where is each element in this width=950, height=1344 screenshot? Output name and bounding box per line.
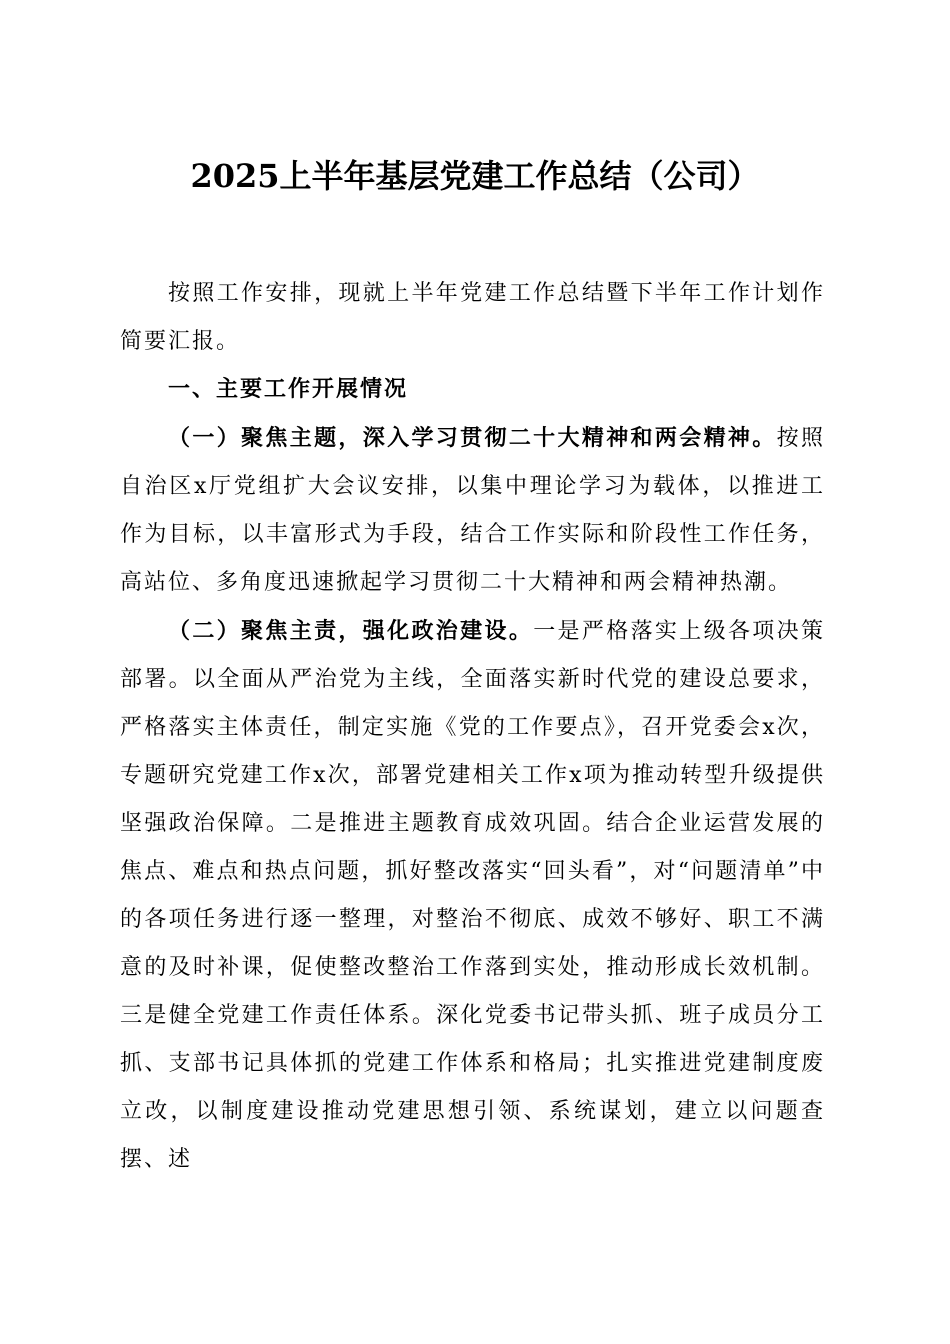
paragraph-item-1 [120, 414, 825, 607]
intro-paragraph: 按照工作安排，现就上半年党建工作总结暨下半年工作计划作简要汇报。 [120, 281, 825, 354]
paragraph-item-2 [120, 607, 825, 1184]
section-heading-1: 一、主要工作开展情况 [168, 377, 409, 402]
document-title: 2025上半年基层党建工作总结（公司） [190, 157, 760, 195]
item-2-lead: （二）聚焦主责，强化政治建设。 [168, 618, 534, 644]
item-1-text: 按照自治区x厅党组扩大会议安排，以集中理论学习为载体，以推进工作为目标，以丰富形式为手段，结合工作实际和阶段性工作任务，高站位、多角度迅速掀起学习贯彻二十大精神和两会精神热潮。 [120, 426, 825, 595]
item-2-text: 一是严格落实上级各项决策部署。以全面从严治党为主线，全面落实新时代党的建设总要求，严格落实主体责任，制定实施《党的工作要点》，召开党委会x次，专题研究党建工作x次，部署党建相关工作x项为推动转型升级提供坚强政治保障。二是推进主题教育成效巩固。结合企业运营发展的焦点、难点和热点问题，抓好整改落实“回头看”，对“问题清单”中的各项任务进行逐一整理，对整治不彻底、成效不够好、职工不满意的及时补课，促使整改整治工作落到实处，推动形成长效机制。三是健全党建工作责任体系。深化党委书记带头抓、班子成员分工抓、支部书记具体抓的党建工作体系和格局；扎实推进党建制度废立改，以制度建设推动党建思想引领、系统谋划，建立以问题查摆、述 [120, 619, 825, 1172]
document-body [120, 270, 825, 1184]
item-1-lead: （一）聚焦主题，深入学习贯彻二十大精神和两会精神。 [168, 425, 777, 451]
